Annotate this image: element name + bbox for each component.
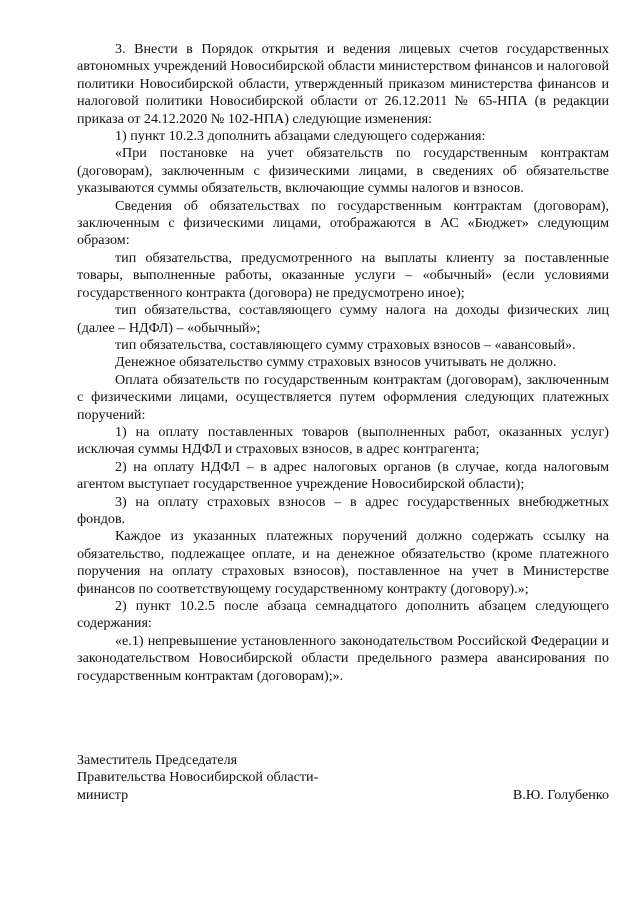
paragraph-type-advance: тип обязательства, составляющего сумму страховых взносов – «авансовый». (115, 336, 576, 353)
paragraph-e1: «е.1) непревышение установленного законодательством Российской Федерации и законодательством Новосибирской области предельного размера авансирования по государственным контрактам (договорам);». (77, 632, 609, 684)
document-body (77, 41, 609, 685)
paragraph-type-ndfl: тип обязательства, составляющего сумму налога на доходы физических лиц (далее – НДФЛ) – «обычный»; (77, 302, 609, 336)
paragraph-payment-orders: Оплата обязательств по государственным контрактам (договорам), заключенным с физическими лицами, осуществляется путем оформления следующих платежных поручений: (77, 371, 609, 423)
paragraph-payment-goods: 1) на оплату поставленных товаров (выполненных работ, оказанных услуг) исключая суммы НДФЛ и страховых взносов, в адрес контрагента; (77, 423, 609, 458)
signature-title-line-1: Заместитель Председателя (77, 752, 238, 768)
paragraph-monetary-obligation: Денежное обязательство сумму страховых взносов учитывать не должно. (115, 354, 557, 371)
paragraph-obligations-display: Сведения об обязательствах по государственным контрактам (договорам), заключенным с физическими лицами, отображаются в АС «Бюджет» следующим образом: (77, 197, 609, 249)
paragraph-obligations-registration: «При постановке на учет обязательств по государственным контрактам (договорам), заключенным с физическими лицами, в сведениях об обязательстве указываются суммы обязательств, включающие суммы налогов и взносов. (77, 145, 609, 197)
signatory-name: В.Ю. Голубенко (512, 786, 609, 803)
paragraph-payment-reference: Каждое из указанных платежных поручений должно содержать ссылку на обязательство, подлежащее оплате, и на денежное обязательство (кроме платежного поручения на оплату страховых взносов), поставленное на учет в Министерстве финансов по соответствующему государственному контракту (договору).»; (77, 528, 609, 597)
signature-block (77, 752, 609, 804)
paragraph-item-2: 2) пункт 10.2.5 после абзаца семнадцатого дополнить абзацем следующего содержания: (77, 598, 609, 632)
signature-final-row (77, 787, 609, 804)
paragraph-payment-insurance: 3) на оплату страховых взносов – в адрес государственных внебюджетных фондов. (77, 493, 609, 527)
paragraph-item-1: 1) пункт 10.2.3 дополнить абзацами следующего содержания: (115, 128, 486, 145)
paragraph-amendment-intro: 3. Внести в Порядок открытия и ведения лицевых счетов государственных автономных учреждений Новосибирской области министерством финансов и налоговой политики Новосибирской области, утвержденный приказом министерства финансов и налоговой политики Новосибирской области от 26.12.2011 № 65-НПА (в редакции приказа от 24.12.2020 № 102-НПА) следующие изменения: (77, 41, 609, 127)
signature-title-line-3: министр (77, 786, 129, 803)
signature-title-line-2: Правительства Новосибирской области- (77, 769, 319, 786)
paragraph-payment-ndfl: 2) на оплату НДФЛ – в адрес налоговых органов (в случае, когда налоговым агентом выступает государственное учреждение Новосибирской области); (77, 458, 609, 493)
paragraph-type-ordinary: тип обязательства, предусмотренного на выплаты клиенту за поставленные товары, выполненные работы, оказанные услуги – «обычный» (если условиями государственного контракта (договора) не предусмотрено иное); (77, 249, 609, 301)
